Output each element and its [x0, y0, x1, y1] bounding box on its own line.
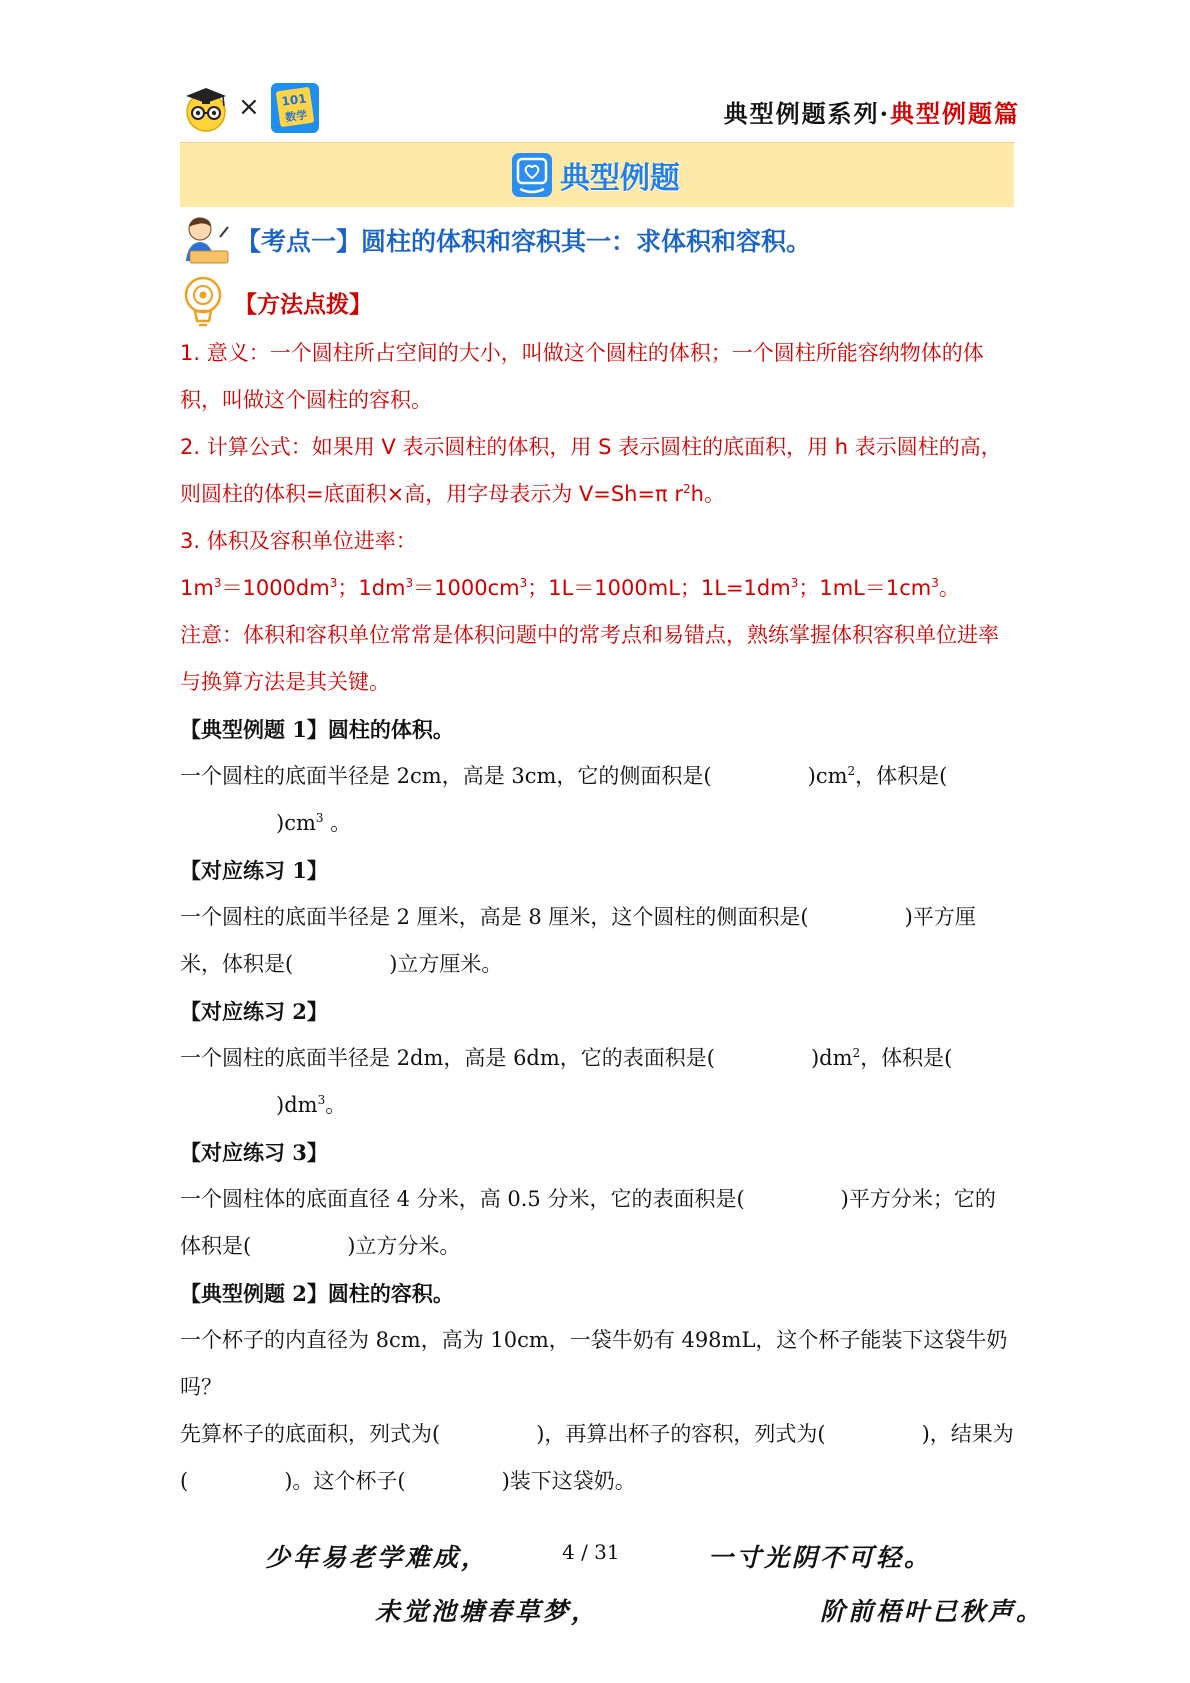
example-1-question: 一个圆柱的底面半径是 2cm，高是 3cm，它的侧面积是( )$cm^2$，体积是$()cm^3$ 。	[180, 764, 948, 835]
practice-2-question: 一个圆柱的底面半径是 2dm，高是 6dm，它的表面积是( )$dm^2$，体积是$()dm^3$。	[180, 1046, 953, 1117]
example-1-title: 【典型例题 1】圆柱的体积。	[180, 717, 454, 742]
practice-2-title: 【对应练习 2】	[180, 999, 328, 1024]
heart-book-icon	[510, 151, 554, 199]
method-title: 【方法点拨】	[234, 291, 372, 318]
poem-line-1a: 少年易老学难成，	[265, 1543, 490, 1572]
key-point-heading	[180, 212, 811, 268]
page-number: 4 / 31	[562, 1540, 620, 1564]
practice-1-title: 【对应练习 1】	[180, 858, 328, 883]
scholar-face-logo-icon	[182, 84, 230, 132]
formula-paragraph: 2. 计算公式：如果用 V 表示圆柱的体积，用 S 表示圆柱的底面积，用 h 表示圆柱的高，则圆柱的体积=底面积×高，用字母表示为 V=Sh=π $r^2h$。	[180, 435, 1002, 506]
main-content	[180, 330, 1014, 1505]
key-point-title: 【考点一】圆柱的体积和容积其一：求体积和容积。	[236, 227, 812, 256]
unit-rate-list: $1m^3=1000dm^3$；$1dm^3=1000cm^3$；1L＝1000mL；$1L=1dm^3$；$1mL=1cm^3$。	[180, 576, 960, 600]
method-heading	[180, 274, 372, 330]
banner-title: 典型例题	[560, 161, 680, 196]
page-header	[180, 80, 1020, 140]
practice-1-question: 一个圆柱的底面半径是 2 厘米，高是 8 厘米，这个圆柱的侧面积是( )平方厘米，体积是( )立方厘米。	[180, 905, 976, 976]
definition-paragraph: 1. 意义：一个圆柱所占空间的大小，叫做这个圆柱的体积；一个圆柱所能容纳物体的体积，叫做这个圆柱的容积。	[180, 341, 984, 412]
note-paragraph: 注意：体积和容积单位常常是体积问题中的常考点和易错点，熟练掌握体积容积单位进率与换算方法是其关键。	[180, 623, 999, 694]
svg-text:数学: 数学	[284, 108, 309, 125]
lightbulb-icon	[180, 275, 226, 329]
svg-text:101: 101	[280, 91, 308, 109]
example-2-steps: 先算杯子的底面积，列式为( )，再算出杯子的容积，列式为( )，结果为( )。这个杯子( )装下这袋奶。	[180, 1422, 1014, 1493]
practice-3-question: 一个圆柱体的底面直径 4 分米，高 0.5 分米，它的表面积是( )平方分米；它的体积是( )立方分米。	[180, 1187, 996, 1258]
unit-rate-heading: 3. 体积及容积单位进率：	[180, 529, 417, 553]
page-footer	[0, 1520, 1190, 1640]
practice-3-title: 【对应练习 3】	[180, 1140, 328, 1165]
example-2-title: 【典型例题 2】圆柱的容积。	[180, 1281, 454, 1306]
poem-line-2a: 未觉池塘春草梦，	[375, 1597, 600, 1626]
series-title: 典型例题系列·典型例题篇	[723, 99, 1020, 128]
student-reading-icon	[180, 213, 230, 267]
poem-line-1b: 一寸光阴不可轻。	[708, 1543, 933, 1572]
poem-line-2b: 阶前梧叶已秋声。	[820, 1597, 1045, 1626]
collab-times-sign: ×	[238, 92, 260, 122]
section-banner	[180, 142, 1014, 207]
101-math-logo-icon	[270, 82, 320, 134]
example-2-question: 一个杯子的内直径为 8cm，高为 10cm，一袋牛奶有 498mL，这个杯子能装下这袋牛奶吗？	[180, 1328, 1008, 1399]
